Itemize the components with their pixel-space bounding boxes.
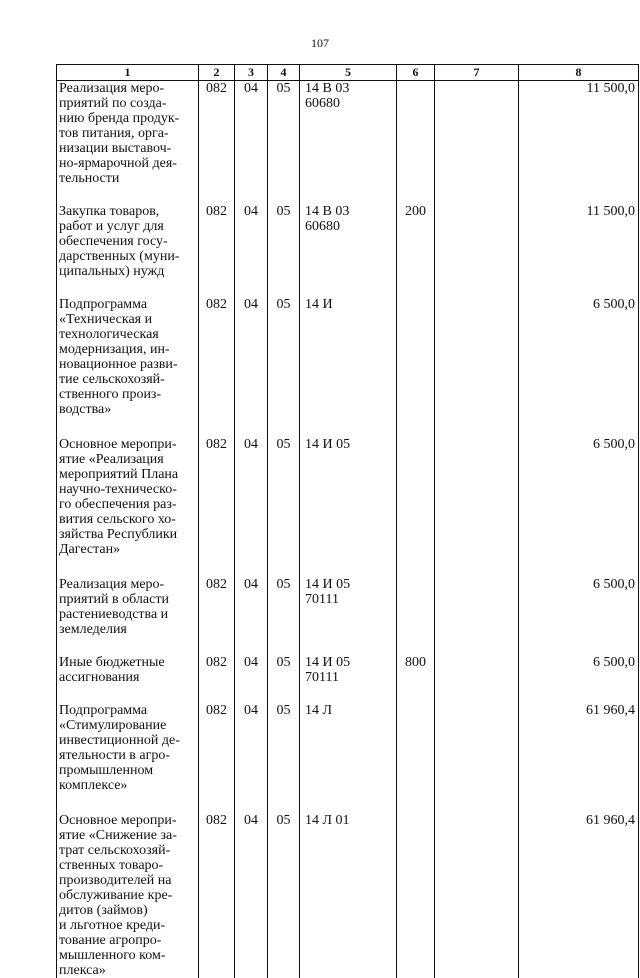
spacer-cell [57,279,199,297]
row-section [235,703,268,793]
row-name-line: растениеводства и [59,607,196,622]
row-spacer [57,637,639,655]
row-expense-type [397,655,435,685]
spacer-cell [300,557,397,577]
spacer-cell [268,417,300,437]
spacer-cell [397,279,435,297]
row-name-line: тование агропро- [59,933,196,948]
row-target-article [300,81,397,187]
row-col7 [435,204,519,279]
row-name-line: «Техническая и [59,312,196,327]
spacer-cell [199,186,235,204]
row-section [235,813,268,978]
table-row [57,81,639,187]
row-name-line: приятий в области [59,592,196,607]
row-target-article-line: 14 В 03 [305,81,396,96]
row-name-line: и льготное креди- [59,918,196,933]
row-amount [519,703,639,793]
row-section [235,81,268,187]
spacer-cell [57,637,199,655]
table-body [57,81,639,978]
row-amount [519,81,639,187]
row-target-article-line: 14 И [305,297,396,312]
row-name-line: Закупка товаров, [59,204,196,219]
spacer-cell [435,557,519,577]
spacer-cell [435,186,519,204]
row-amount [519,297,639,417]
row-amount-line: 6 500,0 [519,437,635,452]
row-subsection [268,577,300,637]
row-grbs [199,437,235,557]
row-target-article-line: 14 И 05 [305,655,396,670]
row-subsection [268,204,300,279]
spacer-cell [235,417,268,437]
spacer-cell [199,557,235,577]
header-col-3: 3 [235,65,268,81]
row-grbs [199,813,235,978]
row-subsection-line: 05 [268,437,299,452]
spacer-cell [519,685,639,703]
row-spacer [57,417,639,437]
spacer-cell [435,279,519,297]
spacer-cell [235,685,268,703]
row-name-line: мышленного ком- [59,948,196,963]
spacer-cell [300,685,397,703]
row-expense-type [397,577,435,637]
row-name [57,655,199,685]
header-col-5: 5 [300,65,397,81]
row-expense-type [397,81,435,187]
row-col7 [435,297,519,417]
row-name-line: дарственных (муни- [59,249,196,264]
row-grbs-line: 082 [199,703,234,718]
header-col-2: 2 [199,65,235,81]
spacer-cell [435,685,519,703]
header-col-4: 4 [268,65,300,81]
spacer-cell [519,417,639,437]
row-section [235,577,268,637]
row-target-article [300,813,397,978]
spacer-cell [199,417,235,437]
spacer-cell [199,685,235,703]
spacer-cell [199,279,235,297]
row-name-line: работ и услуг для [59,219,196,234]
spacer-cell [199,637,235,655]
row-subsection-line: 05 [268,297,299,312]
row-col7 [435,703,519,793]
row-spacer [57,685,639,703]
row-name-line: приятий по созда- [59,96,196,111]
row-name-line: Основное меропри- [59,813,196,828]
row-target-article-line: 14 Л [305,703,396,718]
row-subsection-line: 05 [268,813,299,828]
spacer-cell [300,186,397,204]
row-target-article-line: 70111 [305,592,396,607]
row-target-article [300,297,397,417]
row-col7 [435,813,519,978]
row-name-line: ственных товаро- [59,858,196,873]
row-grbs-line: 082 [199,437,234,452]
row-spacer [57,557,639,577]
row-name-line: дитов (займов) [59,903,196,918]
row-section-line: 04 [235,703,267,718]
row-name-line: обеспечения госу- [59,234,196,249]
row-spacer [57,793,639,813]
table-row [57,813,639,978]
row-amount [519,577,639,637]
row-subsection-line: 05 [268,703,299,718]
row-section-line: 04 [235,297,267,312]
row-target-article-line: 14 И 05 [305,437,396,452]
row-subsection-line: 05 [268,81,299,96]
row-expense-type [397,813,435,978]
spacer-cell [235,186,268,204]
row-target-article-line: 70111 [305,670,396,685]
header-col-8: 8 [519,65,639,81]
row-col7 [435,655,519,685]
row-amount-line: 6 500,0 [519,577,635,592]
row-name-line: но-ярмарочной дея- [59,156,196,171]
spacer-cell [397,557,435,577]
row-target-article [300,204,397,279]
row-amount-line: 6 500,0 [519,297,635,312]
spacer-cell [397,637,435,655]
row-name-line: ципальных) нужд [59,264,196,279]
spacer-cell [235,637,268,655]
spacer-cell [300,417,397,437]
table-row [57,437,639,557]
row-name-line: Реализация меро- [59,81,196,96]
row-name-line: «Стимулирование [59,718,196,733]
spacer-cell [268,186,300,204]
row-grbs-line: 082 [199,577,234,592]
row-name-line: низации выставоч- [59,141,196,156]
spacer-cell [57,557,199,577]
spacer-cell [57,793,199,813]
row-target-article-line: 14 Л 01 [305,813,396,828]
spacer-cell [268,793,300,813]
row-col7 [435,577,519,637]
row-spacer [57,279,639,297]
row-name-line: нию бренда продук- [59,111,196,126]
row-target-article-line: 14 И 05 [305,577,396,592]
row-name-line: го обеспечения раз- [59,497,196,512]
row-target-article [300,437,397,557]
row-subsection [268,813,300,978]
row-name-line: вития сельского хо- [59,512,196,527]
row-grbs [199,577,235,637]
spacer-cell [57,685,199,703]
table-row [57,655,639,685]
row-target-article [300,577,397,637]
spacer-cell [397,793,435,813]
table-row [57,703,639,793]
row-spacer [57,186,639,204]
row-name-line: зяйства Республики [59,527,196,542]
spacer-cell [199,793,235,813]
row-section-line: 04 [235,813,267,828]
spacer-cell [519,557,639,577]
spacer-cell [435,417,519,437]
row-name-line: новационное разви- [59,357,196,372]
row-section [235,297,268,417]
row-amount [519,204,639,279]
row-name-line: комплексе» [59,778,196,793]
row-amount-line: 11 500,0 [519,81,635,96]
row-name-line: технологическая [59,327,196,342]
row-subsection-line: 05 [268,577,299,592]
row-grbs [199,703,235,793]
row-grbs [199,81,235,187]
row-subsection [268,703,300,793]
row-name-line: тие сельскохозяй- [59,372,196,387]
table-header-row [57,65,639,81]
row-grbs-line: 082 [199,813,234,828]
row-subsection-line: 05 [268,204,299,219]
row-expense-type [397,204,435,279]
header-col-6: 6 [397,65,435,81]
row-expense-type [397,703,435,793]
row-target-article [300,703,397,793]
row-grbs-line: 082 [199,81,234,96]
spacer-cell [300,793,397,813]
row-section-line: 04 [235,437,267,452]
row-grbs-line: 082 [199,655,234,670]
spacer-cell [397,186,435,204]
row-subsection [268,655,300,685]
row-subsection [268,81,300,187]
row-name-line: земледелия [59,622,196,637]
row-name-line: Дагестан» [59,542,196,557]
row-amount-line: 61 960,4 [519,813,635,828]
row-name-line: ятие «Реализация [59,452,196,467]
header-col-1: 1 [57,65,199,81]
row-name [57,204,199,279]
spacer-cell [57,186,199,204]
row-name-line: Реализация меро- [59,577,196,592]
row-name-line: ассигнования [59,670,196,685]
row-name-line: научно-техническо- [59,482,196,497]
spacer-cell [235,793,268,813]
spacer-cell [268,557,300,577]
table-row [57,297,639,417]
row-subsection [268,297,300,417]
spacer-cell [519,793,639,813]
row-name-line: тельности [59,171,196,186]
row-target-article [300,655,397,685]
row-name-line: плекса» [59,963,196,978]
row-name-line: тов питания, орга- [59,126,196,141]
spacer-cell [268,637,300,655]
row-amount-line: 11 500,0 [519,204,635,219]
row-expense-type [397,437,435,557]
row-name-line: обслуживание кре- [59,888,196,903]
row-amount [519,813,639,978]
row-grbs-line: 082 [199,204,234,219]
row-name [57,703,199,793]
spacer-cell [268,279,300,297]
spacer-cell [397,417,435,437]
row-name-line: ятельности в агро- [59,748,196,763]
row-name [57,81,199,187]
row-amount-line: 6 500,0 [519,655,635,670]
row-expense-type [397,297,435,417]
row-col7 [435,81,519,187]
table-row [57,204,639,279]
row-name-line: производителей на [59,873,196,888]
spacer-cell [435,637,519,655]
row-target-article-line: 14 В 03 [305,204,396,219]
spacer-cell [397,685,435,703]
row-name [57,577,199,637]
table-row [57,577,639,637]
row-name [57,437,199,557]
spacer-cell [235,279,268,297]
row-name-line: Основное меропри- [59,437,196,452]
row-section [235,655,268,685]
row-name-line: промышленном [59,763,196,778]
row-target-article-line: 60680 [305,219,396,234]
row-expense-type-line: 800 [397,655,434,670]
row-subsection-line: 05 [268,655,299,670]
row-col7 [435,437,519,557]
row-amount [519,655,639,685]
row-name-line: инвестиционной де- [59,733,196,748]
row-grbs [199,655,235,685]
row-name [57,813,199,978]
budget-table [56,64,639,978]
row-subsection [268,437,300,557]
row-name-line: мероприятий Плана [59,467,196,482]
page-number: 107 [0,36,640,51]
row-section [235,204,268,279]
row-grbs [199,204,235,279]
row-amount [519,437,639,557]
row-name-line: модернизация, ин- [59,342,196,357]
spacer-cell [435,793,519,813]
spacer-cell [57,417,199,437]
row-name-line: ственного произ- [59,387,196,402]
row-name-line: Иные бюджетные [59,655,196,670]
row-section-line: 04 [235,577,267,592]
row-name-line: трат сельскохозяй- [59,843,196,858]
row-target-article-line: 60680 [305,96,396,111]
spacer-cell [300,637,397,655]
row-section-line: 04 [235,81,267,96]
row-expense-type-line: 200 [397,204,434,219]
row-amount-line: 61 960,4 [519,703,635,718]
row-section-line: 04 [235,204,267,219]
spacer-cell [519,279,639,297]
row-name-line: ятие «Снижение за- [59,828,196,843]
spacer-cell [519,637,639,655]
row-section [235,437,268,557]
spacer-cell [235,557,268,577]
row-name-line: водства» [59,402,196,417]
row-name-line: Подпрограмма [59,703,196,718]
row-name-line: Подпрограмма [59,297,196,312]
row-name [57,297,199,417]
spacer-cell [300,279,397,297]
header-col-7: 7 [435,65,519,81]
spacer-cell [268,685,300,703]
row-grbs-line: 082 [199,297,234,312]
row-grbs [199,297,235,417]
row-section-line: 04 [235,655,267,670]
spacer-cell [519,186,639,204]
